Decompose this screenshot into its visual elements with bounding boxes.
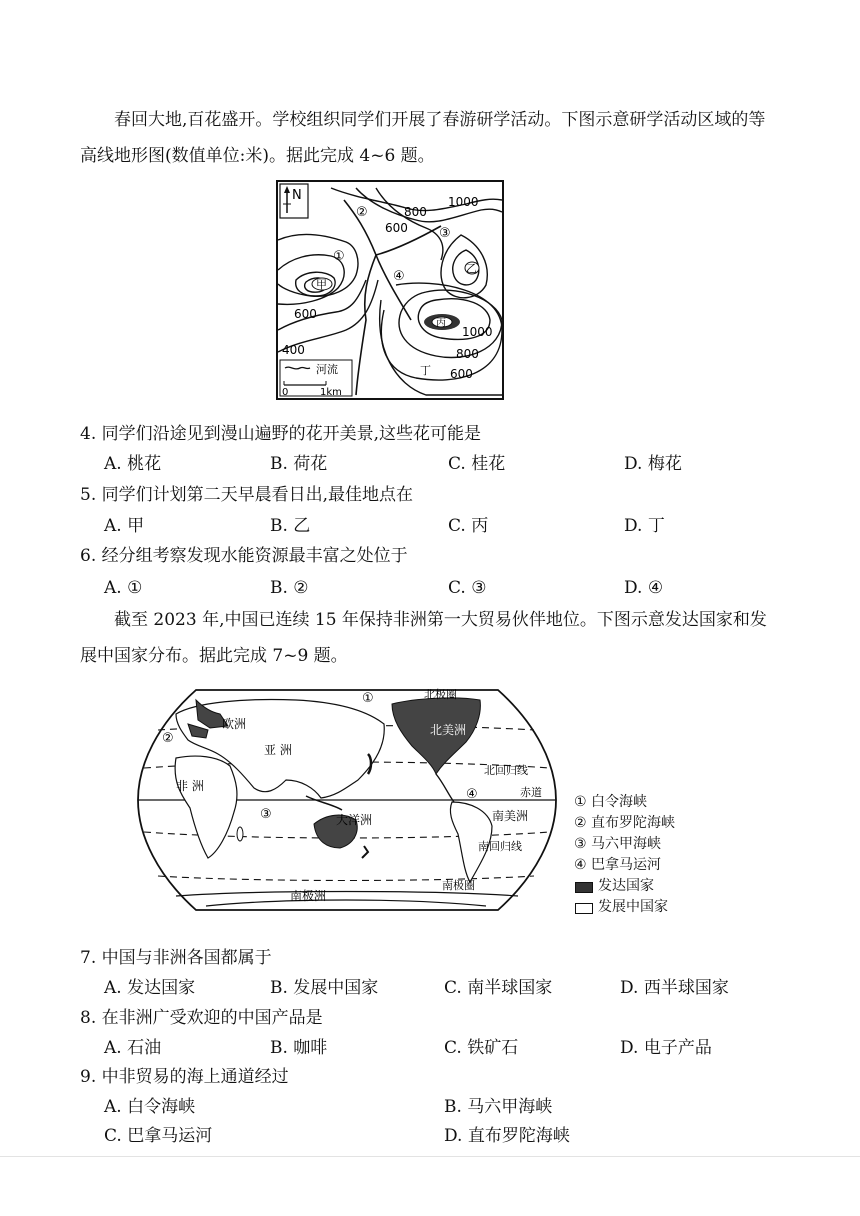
- contour-map: [276, 180, 504, 400]
- scale-zero: 0: [282, 387, 289, 398]
- question-5-stem: 5. 同学们计划第二天早晨看日出,最佳地点在: [80, 485, 414, 505]
- question-6-stem: 6. 经分组考察发现水能资源最丰富之处位于: [80, 546, 408, 566]
- contour-label: 600: [450, 367, 473, 381]
- marker-bering: ①: [362, 691, 374, 706]
- marker-3: ③: [439, 226, 451, 241]
- oceania-label: 大洋洲: [336, 813, 373, 827]
- legend-bering: ① 白令海峡: [574, 794, 648, 810]
- page-divider: [0, 1156, 860, 1157]
- q4-option-c: C. 桂花: [448, 454, 506, 474]
- marker-1: ①: [333, 249, 345, 264]
- contour-label: 400: [282, 343, 305, 357]
- place-ding: 丁: [420, 364, 431, 377]
- intro-paragraph-1: [80, 102, 780, 174]
- tropic-capricorn-label: 南回归线: [478, 840, 522, 853]
- q7-option-a: A. 发达国家: [104, 978, 196, 998]
- place-yi: 乙: [466, 262, 477, 275]
- question-7-stem: 7. 中国与非洲各国都属于: [80, 948, 272, 968]
- north-label: N: [292, 188, 302, 203]
- legend-river-label: 河流: [316, 363, 338, 376]
- q9-option-d: D. 直布罗陀海峡: [444, 1126, 570, 1146]
- marker-2: ②: [356, 205, 368, 220]
- q7-option-b: B. 发展中国家: [270, 978, 379, 998]
- legend-panama: ④ 巴拿马运河: [574, 857, 662, 873]
- q6-option-b: B. ②: [270, 578, 309, 598]
- developed-swatch-icon: [575, 882, 593, 893]
- place-jia: 甲: [316, 278, 327, 291]
- contour-label: 800: [456, 347, 479, 361]
- tropic-cancer-label: 北回归线: [484, 764, 528, 777]
- q9-option-b: B. 马六甲海峡: [444, 1097, 553, 1117]
- africa-label: 非 洲: [176, 779, 204, 793]
- marker-panama: ④: [466, 787, 478, 802]
- equator-label: 赤道: [520, 786, 542, 799]
- europe-label: 欧洲: [222, 717, 247, 731]
- marker-gibraltar: ②: [162, 731, 174, 746]
- q7-option-c: C. 南半球国家: [444, 978, 553, 998]
- intro-text-1: 春回大地,百花盛开。学校组织同学们开展了春游研学活动。下图示意研学活动区域的等高线地形图(数值单位:米)。据此完成 4~6 题。: [80, 110, 766, 166]
- legend-gibraltar: ② 直布罗陀海峡: [574, 815, 676, 831]
- q8-option-b: B. 咖啡: [270, 1038, 328, 1058]
- legend-developed: 发达国家: [598, 878, 654, 894]
- q7-option-d: D. 西半球国家: [620, 978, 729, 998]
- marker-malacca: ③: [260, 807, 272, 822]
- legend-developing: 发展中国家: [598, 899, 668, 915]
- q6-option-c: C. ③: [448, 578, 487, 598]
- q5-option-a: A. 甲: [104, 516, 145, 536]
- question-4-stem: 4. 同学们沿途见到漫山遍野的花开美景,这些花可能是: [80, 424, 482, 444]
- asia-label: 亚 洲: [264, 743, 292, 757]
- q9-option-a: A. 白令海峡: [104, 1097, 196, 1117]
- q8-option-c: C. 铁矿石: [444, 1038, 519, 1058]
- developing-swatch-icon: [575, 903, 593, 914]
- question-9-stem: 9. 中非贸易的海上通道经过: [80, 1067, 289, 1087]
- q4-option-b: B. 荷花: [270, 454, 328, 474]
- marker-4: ④: [393, 269, 405, 284]
- q9-option-c: C. 巴拿马运河: [104, 1126, 213, 1146]
- north-america-label: 北美洲: [430, 723, 467, 737]
- q6-option-d: D. ④: [624, 578, 664, 598]
- intro-text-2: 截至 2023 年,中国已连续 15 年保持非洲第一大贸易伙伴地位。下图示意发达国家和发展中国家分布。据此完成 7~9 题。: [80, 610, 767, 666]
- contour-label: 1000: [448, 195, 479, 209]
- question-8-stem: 8. 在非洲广受欢迎的中国产品是: [80, 1008, 323, 1028]
- south-america-label: 南美洲: [492, 809, 529, 823]
- q4-option-d: D. 梅花: [624, 454, 682, 474]
- antarctica-label: 南极洲: [290, 889, 327, 903]
- world-map: [136, 684, 558, 916]
- contour-label: 600: [385, 221, 408, 235]
- q6-option-a: A. ①: [104, 578, 143, 598]
- contour-label: 800: [404, 205, 427, 219]
- scale-km: 1km: [320, 387, 342, 398]
- intro-paragraph-2: [80, 602, 780, 674]
- arctic-circle-label: 北极圈: [424, 688, 457, 701]
- q5-option-c: C. 丙: [448, 516, 489, 536]
- place-bing: 丙: [436, 318, 446, 329]
- q4-option-a: A. 桃花: [104, 454, 162, 474]
- q5-option-b: B. 乙: [270, 516, 311, 536]
- q5-option-d: D. 丁: [624, 516, 665, 536]
- q8-option-d: D. 电子产品: [620, 1038, 712, 1058]
- legend-malacca: ③ 马六甲海峡: [574, 836, 662, 852]
- q8-option-a: A. 石油: [104, 1038, 162, 1058]
- antarctic-circle-label: 南极圈: [442, 879, 475, 892]
- contour-label: 600: [294, 307, 317, 321]
- contour-label: 1000: [462, 325, 493, 339]
